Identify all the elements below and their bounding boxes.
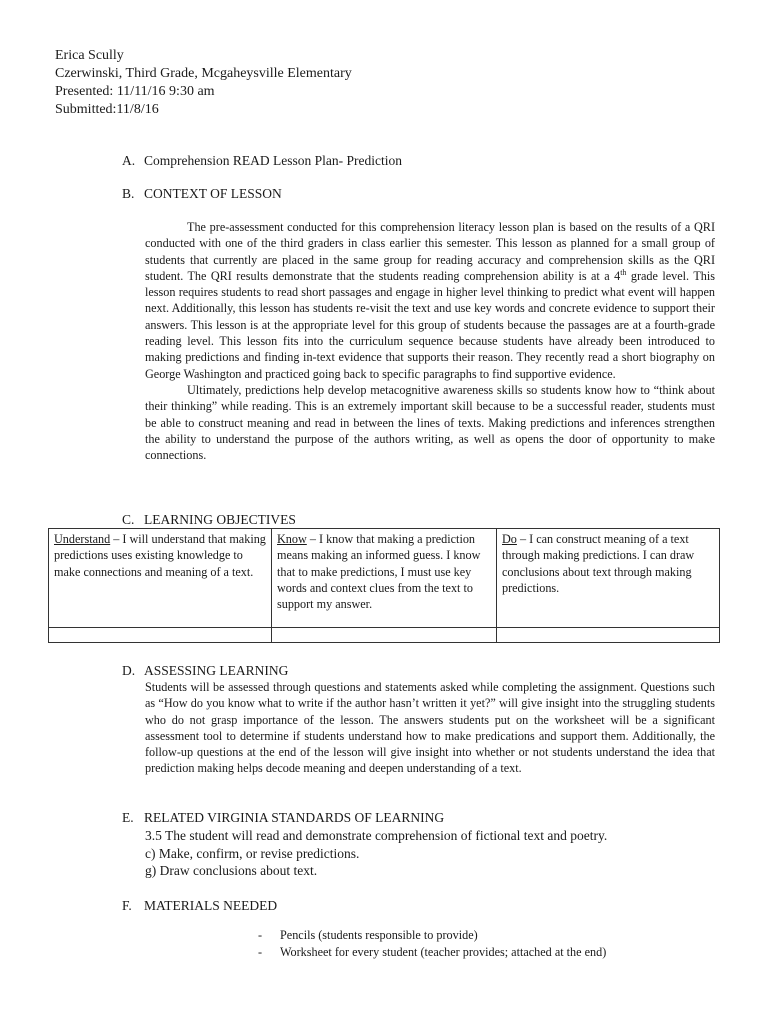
context-of-lesson-text (145, 219, 715, 463)
assessing-learning-text (145, 679, 715, 777)
section-letter: A. (122, 153, 136, 168)
list-item (258, 927, 606, 944)
standard-item: g) Draw conclusions about text. (145, 863, 318, 878)
objective-understand-cell (49, 529, 272, 628)
section-letter: E. (122, 810, 134, 825)
section-letter: D. (122, 663, 136, 678)
submitted-date: Submitted:11/8/16 (55, 102, 159, 117)
know-label: Know (277, 532, 307, 546)
section-letter: B. (122, 186, 135, 201)
standards-list (145, 827, 607, 880)
section-letter: C. (122, 512, 135, 527)
author-name: Erica Scully (55, 48, 124, 63)
context-p1-end: grade level. This lesson requires students to read short passages and engage in higher level thinking to predict what event will happen next. Additionally, this lesson has students re-visit the text and use key words and concrete evidence to support their answers. This lesson is at the appropriate level for this group of students because the passages are at a fourth-grade reading level. This lesson fits into the curriculum sequence because students have already been introduced to making predictions and finding in-text evidence that supports their reason. They recently read a short biography on George Washington and practiced going back to specific paragraphs to find supportive evidence. (145, 268, 715, 381)
section-e-heading (122, 809, 444, 826)
material-label: Worksheet for every student (teacher provides; attached at the end) (280, 944, 607, 959)
section-title: LEARNING OBJECTIVES (144, 512, 296, 527)
material-label: Pencils (students responsible to provide) (280, 928, 478, 942)
context-paragraph-2: Ultimately, predictions help develop metacognitive awareness skills so students know how to “think about their thinking” while reading. This is an extremely important skill because to be a successful reader, students must be able to construct meaning and read in between the lines of texts. Making predictions and inferences strengthen the ability to understand the purpose of the authors writing, as well as opens the door of opportunity to make connections. (145, 382, 715, 463)
empty-cell (497, 628, 720, 643)
document-header (55, 47, 352, 119)
objective-do-cell (497, 529, 720, 628)
learning-objectives-table (48, 528, 720, 643)
superscript-th: th (620, 267, 627, 277)
context-p1-start: The pre-assessment conducted for this comprehension literacy lesson plan is based on the results of a QRI conducted with one of the third graders in class earlier this semester. This lesson as planned for a small group of students that currently are placed in the same group for reading accuracy and comprehension skills as the QRI student. The QRI results demonstrate that the students reading comprehension ability is at a 4 (145, 220, 715, 283)
do-label: Do (502, 532, 517, 546)
bullet-dash: - (258, 944, 263, 959)
section-a-heading (122, 152, 402, 169)
understand-text: – I will understand that making predictions uses existing knowledge to make connections and meaning of a text. (54, 532, 266, 579)
do-text: – I can construct meaning of a text through making predictions. I can draw conclusions about text through making predictions. (502, 532, 695, 595)
section-title: Comprehension READ Lesson Plan- Prediction (144, 153, 402, 168)
know-text: – I know that making a prediction means making an informed guess. I know that to make predictions, I must use key words and context clues from the text to support my answer. (277, 532, 481, 612)
section-title: ASSESSING LEARNING (144, 663, 289, 678)
section-c-heading (122, 511, 296, 528)
table-row (49, 628, 720, 643)
class-info: Czerwinski, Third Grade, Mcgaheysville Elementary (55, 66, 352, 81)
bullet-dash: - (258, 928, 263, 942)
table-row (49, 529, 720, 628)
section-title: CONTEXT OF LESSON (144, 186, 282, 201)
context-paragraph-1 (145, 219, 715, 382)
assessing-paragraph: Students will be assessed through questions and statements asked while completing the assignment. Questions such as “How do you know what to write if the author hasn’t written it yet?” will give insight into the struggling students who do not grasp importance of the lesson. The answers students put on the worksheet will be a significant assessment tool to determine if students understand how to make predications and support them. Additionally, the follow-up questions at the end of the lesson will give insight into whether or not students understand the idea that prediction making helps decode meaning and deepen understanding of a text. (145, 680, 715, 776)
section-title: MATERIALS NEEDED (144, 898, 278, 913)
section-letter: F. (122, 898, 132, 913)
empty-cell (49, 628, 272, 643)
understand-label: Understand (54, 532, 111, 546)
section-title: RELATED VIRGINIA STANDARDS OF LEARNING (144, 810, 445, 825)
objective-know-cell (272, 529, 497, 628)
standard-item: 3.5 The student will read and demonstrate comprehension of fictional text and poetry. (145, 828, 608, 843)
empty-cell (272, 628, 497, 643)
section-f-heading (122, 897, 277, 914)
section-b-heading (122, 185, 282, 202)
standard-item: c) Make, confirm, or revise predictions. (145, 845, 360, 861)
section-d-heading (122, 662, 288, 679)
list-item (258, 944, 606, 961)
presented-date: Presented: 11/11/16 9:30 am (55, 84, 215, 99)
materials-list (258, 927, 606, 960)
